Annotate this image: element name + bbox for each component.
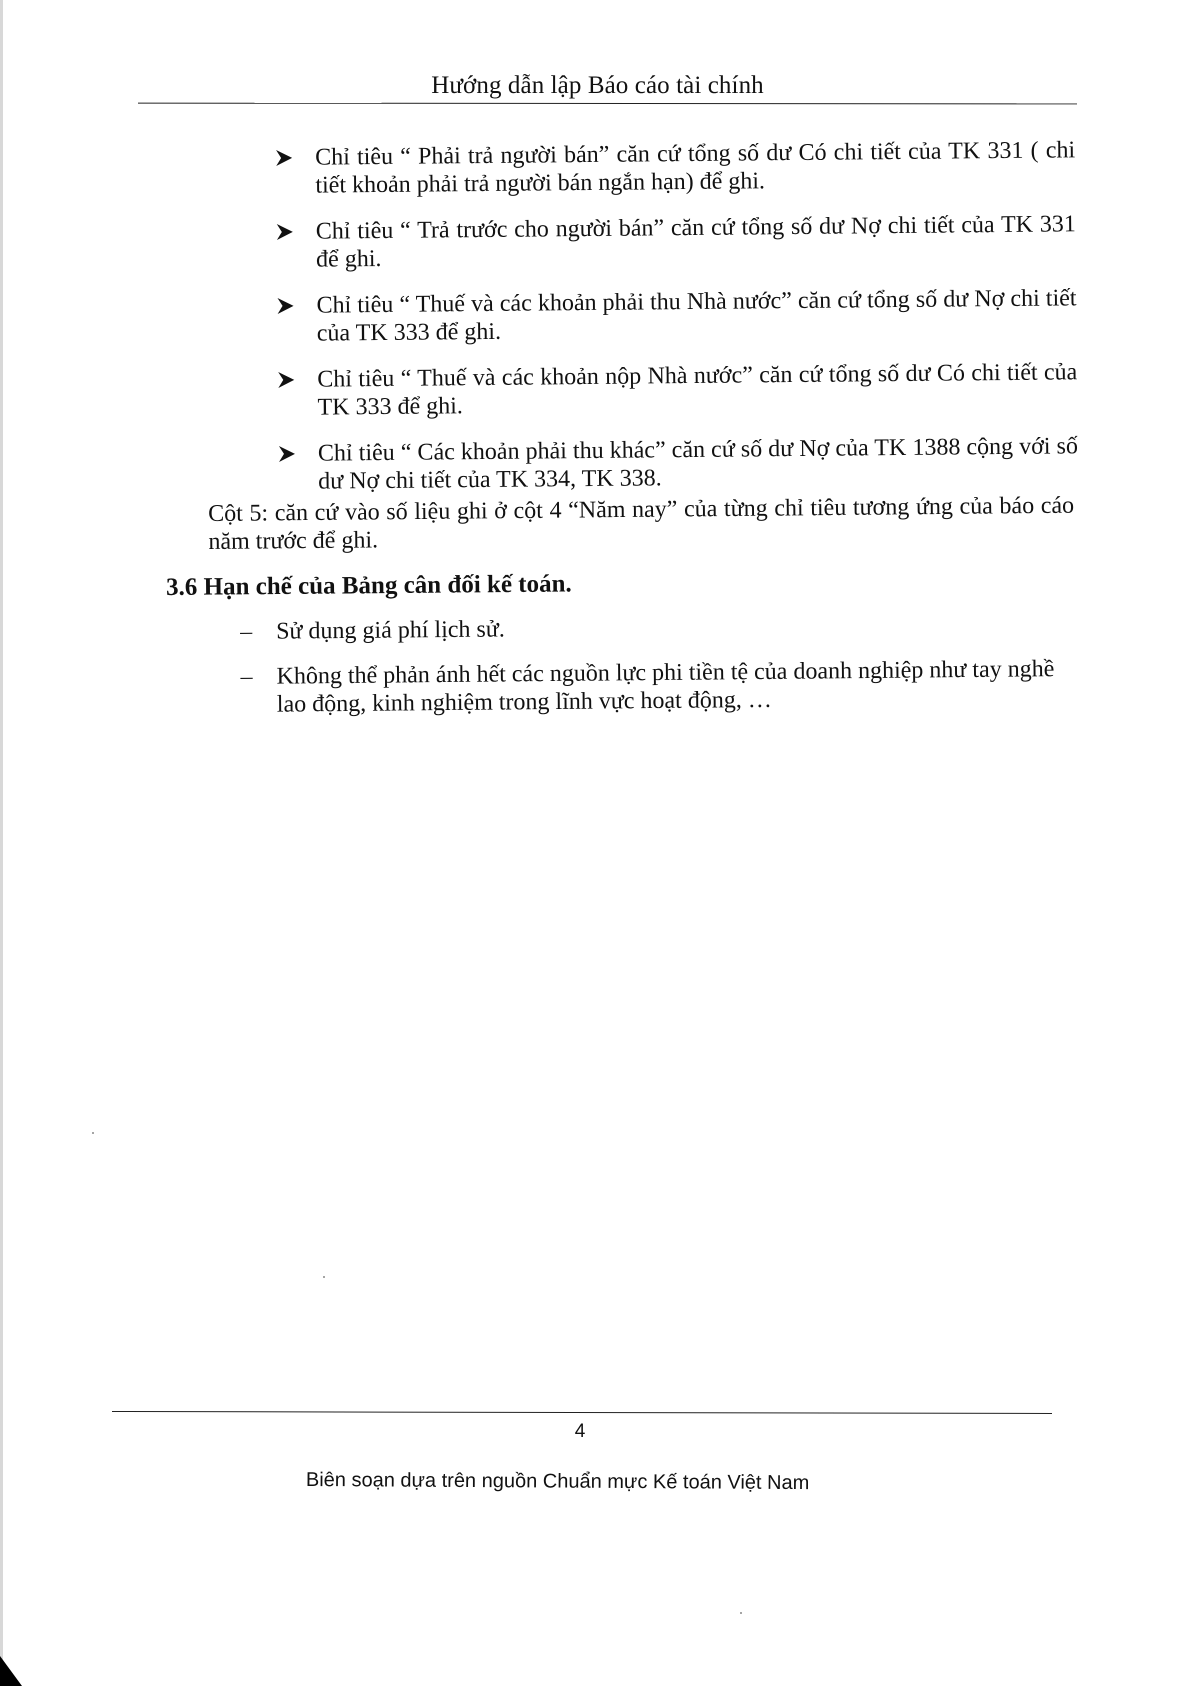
running-header-title: Hướng dẫn lập Báo cáo tài chính <box>431 72 764 99</box>
bullet-text: Chỉ tiêu “ Phải trả người bán” căn cứ tổng số dư Có chi tiết của TK 331 ( chi tiết khoản phải trả người bán ngắn hạn) để ghi. <box>315 137 1076 199</box>
dash-bullet: – <box>240 663 253 690</box>
bullet-text: Chỉ tiêu “ Trả trước cho người bán” căn cứ tổng số dư Nợ chi tiết của TK 331 để ghi. <box>315 211 1076 273</box>
footer-rule <box>112 1411 1052 1414</box>
bullet-text: Chỉ tiêu “ Thuế và các khoản nộp Nhà nước” căn cứ tổng số dư Có chi tiết của TK 333 để ghi. <box>317 359 1078 421</box>
bullet-list <box>275 136 1079 514</box>
arrowhead-bullet-icon <box>276 223 294 241</box>
dash-bullet: – <box>240 618 253 645</box>
limitation-text: Sử dụng giá phí lịch sử. <box>276 616 505 645</box>
limitation-item <box>240 610 1070 646</box>
limitation-item <box>240 655 1070 719</box>
bullet-text: Chỉ tiêu “ Các khoản phải thu khác” căn cứ số dư Nợ của TK 1388 cộng với số dư Nợ chi tiết của TK 334, TK 338. <box>317 433 1079 495</box>
bullet-item <box>278 432 1079 496</box>
bullet-item <box>276 210 1077 274</box>
footer-note: Biên soạn dựa trên nguồn Chuẩn mực Kế toán Việt Nam <box>305 1469 810 1495</box>
page-number: 4 <box>574 1421 586 1442</box>
scan-speck <box>323 1276 325 1278</box>
bullet-item <box>275 136 1076 200</box>
header-rule <box>138 103 1077 105</box>
arrowhead-bullet-icon <box>275 149 293 167</box>
section-heading: 3.6 Hạn chế của Bảng cân đối kế toán. <box>166 570 572 601</box>
scan-speck <box>740 1612 742 1614</box>
bullet-item <box>277 358 1078 422</box>
scan-corner-mark <box>0 1656 22 1686</box>
bullet-item <box>276 284 1077 348</box>
limitation-list <box>240 610 1071 736</box>
arrowhead-bullet-icon <box>278 445 296 463</box>
cot5-paragraph: Cột 5: căn cứ vào số liệu ghi ở cột 4 “Năm nay” của từng chỉ tiêu tương ứng của báo cáo năm trước để ghi. <box>208 492 1075 555</box>
limitation-text: Không thể phản ánh hết các nguồn lực phi tiền tệ của doanh nghiệp như tay nghề lao động, kinh nghiệm trong lĩnh vực hoạt động, … <box>276 656 1055 718</box>
scan-speck <box>92 1132 94 1134</box>
arrowhead-bullet-icon <box>277 371 295 389</box>
bullet-text: Chỉ tiêu “ Thuế và các khoản phải thu Nhà nước” căn cứ tổng số dư Nợ chi tiết của TK 333 để ghi. <box>316 285 1077 347</box>
arrowhead-bullet-icon <box>276 297 294 315</box>
